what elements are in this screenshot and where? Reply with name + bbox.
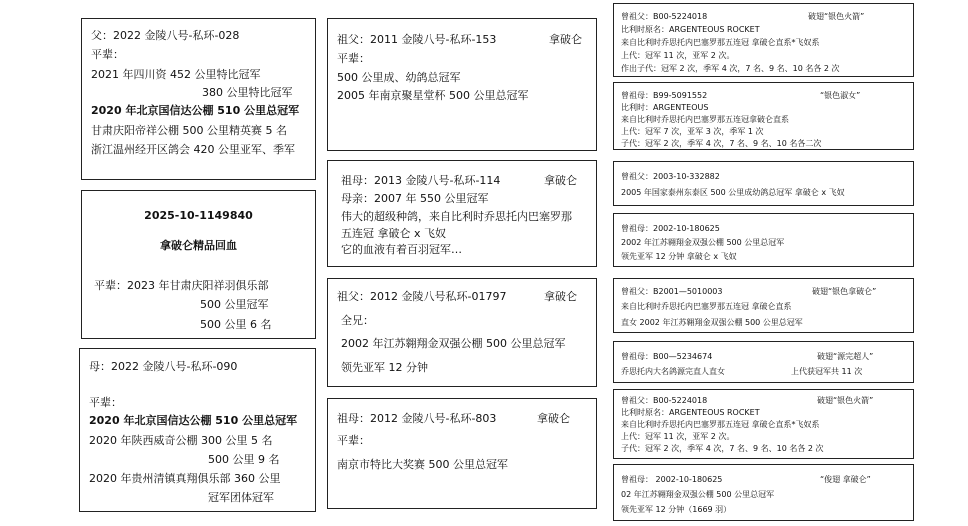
- ggm3-line-1: 乔思托内大名鸽源完直人直女: [621, 367, 725, 376]
- father-line-4: 甘肃庆阳帝祥公棚 500 公里精英赛 5 名: [91, 124, 287, 137]
- ggf-2-card: [613, 161, 914, 206]
- gf2-line-2: 2002 年江苏翱翔金双强公棚 500 公里总冠军: [341, 337, 566, 350]
- gf2-title: 祖父：2012 金陵八号私环-01797: [337, 290, 507, 303]
- ggf-3-card: [613, 278, 914, 333]
- ggm4-title: 曾祖母： 2002-10-180625: [621, 475, 723, 484]
- gm1-title: 祖母：2013 金陵八号-私环-114: [341, 174, 501, 187]
- main-bird-name: 拿破仑精品回血: [160, 239, 237, 252]
- ggf1-line-3: 上代：冠军 11 次，亚军 2 次。: [621, 51, 735, 60]
- father-line-2: 380 公里特比冠军: [202, 86, 293, 99]
- ggm4-line-1: 02 年江苏翱翔金双强公棚 500 公里总冠军: [621, 490, 775, 499]
- main-ring-number: 2025-10-1149840: [144, 209, 253, 222]
- father-line-3: 2020 年北京国信达公棚 510 公里总冠军: [91, 104, 300, 117]
- ggm2-title: 曾祖母：2002-10-180625: [621, 224, 720, 233]
- ggf3-line-2: 直女 2002 年江苏翱翔金双强公棚 500 公里总冠军: [621, 318, 803, 327]
- mother-line-2: 2020 年陕西威奇公棚 300 公里 5 名: [89, 434, 273, 447]
- gm1-tag: 拿破仑: [544, 174, 577, 187]
- grandmother-maternal-card: [327, 398, 597, 509]
- ggf-4-card: [613, 389, 914, 459]
- main-bird-card: [81, 190, 316, 339]
- father-gen-label: 平辈：: [91, 48, 124, 61]
- ggf4-title: 曾祖父：B00-5224018: [621, 396, 708, 405]
- gm2-title: 祖母：2012 金陵八号-私环-803: [337, 412, 497, 425]
- mother-title: 母：2022 金陵八号-私环-090: [89, 360, 238, 373]
- mother-line-4: 2020 年贵州清镇真翔俱乐部 360 公里: [89, 472, 281, 485]
- ggm3-title: 曾祖母：B00—5234674: [621, 352, 713, 361]
- ggm3-line-2: 上代获冠军共 11 次: [791, 367, 863, 376]
- gf2-tag: 拿破仑: [544, 290, 577, 303]
- gm1-line-2: 伟大的超级种鸽，来自比利时乔思托内巴塞罗那: [341, 210, 572, 223]
- ggm1-line-1: 比利时：ARGENTEOUS: [621, 103, 709, 112]
- mother-line-3: 500 公里 9 名: [208, 453, 280, 466]
- ggm4-line-2: 领先亚军 12 分钟（1669 羽）: [621, 505, 732, 514]
- ggf3-tag: 破翅“银色拿破仑”: [812, 287, 877, 296]
- father-card: [81, 18, 316, 180]
- ggf1-line-4: 作出子代：冠军 2 次，季军 4 次，7 名、9 名、10 名各 2 次: [621, 64, 840, 73]
- grandmother-paternal-card: [327, 160, 597, 267]
- gm2-line-1: 南京市特比大奖赛 500 公里总冠军: [337, 458, 508, 471]
- gf2-line-1: 全兄：: [341, 314, 374, 327]
- ggf2-title: 曾祖父：2003-10-332882: [621, 172, 720, 181]
- main-sib-label: 平辈：2023 年甘肃庆阳祥羽俱乐部: [94, 279, 269, 292]
- gm2-gen-label: 平辈：: [337, 434, 370, 447]
- main-sib-line-1: 500 公里冠军: [200, 298, 269, 311]
- ggm1-line-2: 来自比利时乔思托内巴塞罗那五连冠拿破仑直系: [621, 115, 789, 124]
- gm1-line-3: 五连冠 拿破仑 x 飞奴: [341, 227, 446, 240]
- ggf1-line-1: 比利时原名：ARGENTEOUS ROCKET: [621, 25, 760, 34]
- gf1-title: 祖父：2011 金陵八号-私环-153: [337, 33, 497, 46]
- ggf3-title: 曾祖父：B2001—5010003: [621, 287, 723, 296]
- ggm2-line-1: 2002 年江苏翱翔金双强公棚 500 公里总冠军: [621, 238, 785, 247]
- mother-gen-label: 平辈：: [89, 396, 122, 409]
- mother-card: [79, 348, 316, 512]
- gm1-line-1: 母亲：2007 年 550 公里冠军: [341, 192, 489, 205]
- gm1-line-4: 它的血液有着百羽冠军…: [341, 243, 462, 256]
- father-title: 父：2022 金陵八号-私环-028: [91, 29, 240, 42]
- ggm4-tag: “俊翅 拿破仑”: [820, 475, 871, 484]
- gf2-line-3: 领先亚军 12 分钟: [341, 361, 428, 374]
- ggf3-line-1: 来自比利时乔思托内巴塞罗那五连冠 拿破仑直系: [621, 302, 792, 311]
- grandfather-paternal-card: [327, 18, 597, 151]
- main-sib-line-2: 500 公里 6 名: [200, 318, 272, 331]
- ggf4-line-4: 子代：冠军 2 次，季军 4 次，7 名、9 名、10 名各 2 次: [621, 444, 824, 453]
- ggm1-line-4: 子代：冠军 2 次，季军 4 次，7 名、9 名、10 名各二次: [621, 139, 822, 148]
- ggf2-line-1: 2005 年国家泰州东泰区 500 公里成幼鸽总冠军 拿破仑 x 飞奴: [621, 188, 845, 197]
- ggf1-line-2: 来自比利时乔思托内巴塞罗那五连冠 拿破仑直系*飞奴系: [621, 38, 820, 47]
- ggf4-line-3: 上代：冠军 11 次，亚军 2 次。: [621, 432, 735, 441]
- ggm1-tag: “银色淑女”: [820, 91, 861, 100]
- ggf4-line-1: 比利时原名：ARGENTEOUS ROCKET: [621, 408, 760, 417]
- ggm-2-card: [613, 213, 914, 267]
- mother-line-5: 冠军团体冠军: [208, 491, 274, 504]
- father-line-5: 浙江温州经开区鸽会 420 公里亚军、季军: [91, 143, 295, 156]
- gm2-tag: 拿破仑: [537, 412, 570, 425]
- mother-line-1: 2020 年北京国信达公棚 510 公里总冠军: [89, 414, 298, 427]
- ggm2-line-2: 领先亚军 12 分钟 拿破仑 x 飞奴: [621, 252, 737, 261]
- father-line-1: 2021 年四川资 452 公里特比冠军: [91, 68, 261, 81]
- ggm-1-card: [613, 82, 914, 150]
- ggm3-tag: 破翅“源完超人”: [817, 352, 874, 361]
- ggm-3-card: [613, 341, 914, 383]
- gf1-gen-label: 平辈：: [337, 52, 370, 65]
- ggm-4-card: [613, 464, 914, 521]
- ggf1-tag: 破翅“银色火箭”: [808, 12, 865, 21]
- ggf4-line-2: 来自比利时乔思托内巴塞罗那五连冠 拿破仑直系*飞奴系: [621, 420, 820, 429]
- ggf-1-card: [613, 3, 914, 77]
- gf1-line-2: 2005 年南京聚星堂杯 500 公里总冠军: [337, 89, 529, 102]
- grandfather-maternal-card: [327, 278, 597, 387]
- gf1-tag: 拿破仑: [549, 33, 582, 46]
- ggm1-title: 曾祖母：B99-5091552: [621, 91, 708, 100]
- ggf4-tag: 破翅“银色火箭”: [817, 396, 874, 405]
- ggf1-title: 曾祖父：B00-5224018: [621, 12, 708, 21]
- gf1-line-1: 500 公里成、幼鸽总冠军: [337, 71, 461, 84]
- ggm1-line-3: 上代：冠军 7 次，亚军 3 次，季军 1 次: [621, 127, 764, 136]
